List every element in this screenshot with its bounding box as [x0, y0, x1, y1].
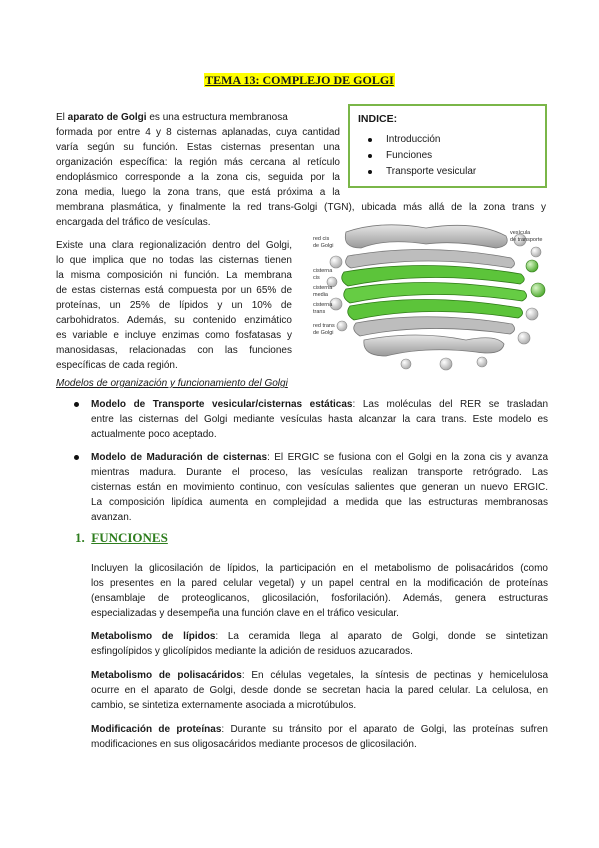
polisacaridos-line: Metabolismo de polisacáridos: En células vegetales, la síntesis de pectinas y hemicelulosa: [91, 670, 549, 681]
model2-line: avanzan.: [91, 512, 132, 523]
region-line: Existe una clara regionalización dentro del Golgi,: [56, 240, 292, 251]
label-red-trans: red trans de Golgi: [313, 323, 335, 336]
intro-line: varía según su función. Estas cisternas presentan una: [56, 142, 340, 153]
page-title: TEMA 13: COMPLEJO DE GOLGI: [205, 73, 394, 87]
label-cisterna-media: cisterna media: [313, 285, 333, 298]
label-vesicula: vesícula de transporte: [510, 230, 543, 243]
polisacaridos-line: cambio, se sintetiza externamente asociada a microtúbulos.: [91, 700, 357, 711]
funciones-line: Incluyen la glicosilación de lípidos, la participación en el metabolismo de polisacáridos (como: [91, 563, 548, 574]
label-cisterna-trans: cisterna trans: [313, 302, 333, 315]
intro-line: formada por entre 4 y 8 cisternas aplanadas, cuya cantidad: [56, 127, 340, 138]
model2-line: cisternas están en movimiento continuo, con vesículas salientes que generan un nuevo ERGIC.: [91, 482, 548, 493]
index-list: [364, 132, 476, 180]
intro-line: zona media, luego la zona trans, que está próxima a la: [56, 187, 340, 198]
lipidos-line: esfingolípidos y glicolípidos mediante la adición de residuos azucarados.: [91, 646, 413, 657]
funciones-line: (ensamblaje de proteoglicanos, glicosilación, fosforilación). Además, genera estructuras: [91, 593, 548, 604]
model1-line: actualmente poco aceptado.: [91, 429, 217, 440]
bullet: [74, 455, 79, 460]
model2-line: Modelo de Maduración de cisternas: El ERGIC se fusiona con el Golgi en la zona cis y avanza: [91, 452, 549, 463]
polisacaridos-line: ocurre en el aparato de Golgi, desde donde se secretan hacia la pared celular. La celulosa, en: [91, 685, 548, 696]
intro-line: encargada del tráfico de vesículas.: [56, 217, 211, 228]
region-line: manosidasas, relacionadas con las funciones: [56, 345, 292, 356]
models-subtitle: Modelos de organización y funcionamiento del Golgi: [56, 378, 288, 389]
label-red-cis: red cis de Golgi: [313, 236, 334, 249]
region-line: de estas cisternas está compuesta por un 65% de: [56, 285, 292, 296]
model1-line: entre las cisternas del Golgi mediante vesículas hasta alcanzar la cara trans. Este modelo es: [91, 414, 548, 425]
region-line: específicas de cada región.: [56, 360, 178, 371]
intro-line: El aparato de Golgi es una estructura membranosa: [56, 112, 288, 123]
index-heading: INDICE:: [358, 113, 398, 125]
index-item: Transporte vesicular: [364, 164, 476, 180]
region-line: es variable e incluye enzimas como fosfatasas y: [56, 330, 292, 341]
golgi-illustration: [306, 222, 551, 372]
funciones-line: especializadas y desempeña una función clave en el tráfico vesicular.: [91, 608, 399, 619]
intro-line: endoplásmico corresponde a la zona cis, seguida por la: [56, 172, 340, 183]
section-heading-funciones: 1. FUNCIONES: [75, 530, 168, 545]
model2-line: La composición lipídica aumenta en complejidad a medida que las estructuras membranosas: [91, 497, 548, 508]
intro-line: membrana plasmática, y finalmente la red trans-Golgi (TGN), ubicada más allá de la zona trans y: [56, 202, 546, 213]
funciones-line: los presentes en la pared celular vegetal) y un papel central en la modificación de proteínas: [91, 578, 548, 589]
index-item: Introducción: [364, 132, 476, 148]
region-line: lo que implica que no todas las cisternas tienen: [56, 255, 292, 266]
index-item: Funciones: [364, 148, 476, 164]
index-box: [348, 104, 547, 188]
model1-line: Modelo de Transporte vesicular/cisternas estáticas: Las moléculas del RER se trasladan: [91, 399, 549, 410]
intro-line: organización específica: la región más cercana al retículo: [56, 157, 340, 168]
region-line: la misma composición ni función. La membrana: [56, 270, 292, 281]
region-line: carbohidratos. Además, su contenido enzimático: [56, 315, 292, 326]
bullet: [74, 402, 79, 407]
lipidos-line: Metabolismo de lípidos: La ceramida llega al aparato de Golgi, donde se sintetizan: [91, 631, 548, 642]
golgi-diagram: [306, 222, 551, 372]
region-line: proteínas, un 25% de lípidos y un 10% de: [56, 300, 292, 311]
label-cisterna-cis: cisterna cis: [313, 268, 333, 281]
proteinas-line: Modificación de proteínas: Durante su tránsito por el aparato de Golgi, las proteínas sufren: [91, 724, 548, 735]
model2-line: mientras madura. Durante el proceso, las vesículas realizan transporte retrógrado. Las: [91, 467, 548, 478]
proteinas-line: modificaciones en sus oligosacáridos mediante procesos de glicosilación.: [91, 739, 417, 750]
